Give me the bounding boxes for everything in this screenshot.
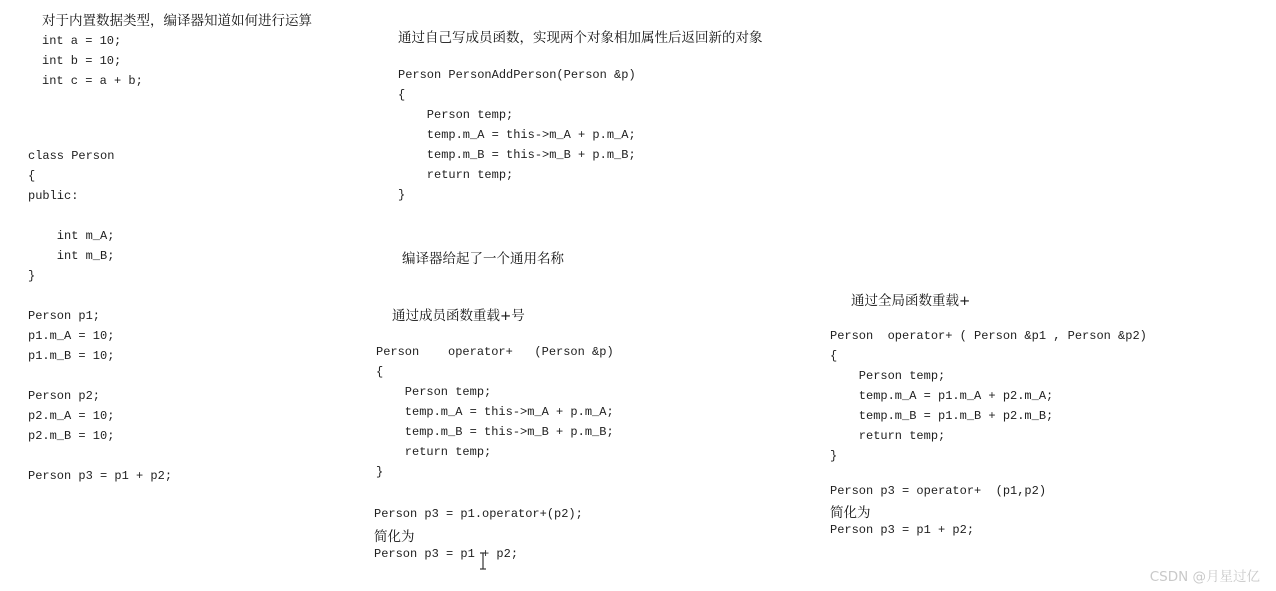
global-overload-heading: 通过全局函数重载+ [851,293,971,309]
member-operator-plus-code: Person operator+ (Person &p) { Person temp; temp.m_A = this->m_A + p.m_A; temp.m_B = this->m_B + p.m_B; return temp; } [376,345,614,479]
global-call-full: Person p3 = operator+ (p1,p2) [830,484,1047,498]
builtin-types-heading: 对于内置数据类型，编译器知道如何进行运算 [42,13,312,29]
member-function-heading: 通过自己写成员函数，实现两个对象相加属性后返回新的对象 [398,30,763,46]
global-operator-plus-code: Person operator+ ( Person &p1 , Person &p2) { Person temp; temp.m_A = p1.m_A + p2.m_A; temp.m_B = p1.m_B + p2.m_B; return temp; } [830,329,1147,463]
person-class-code: class Person { public: int m_A; int m_B; } Person p1; p1.m_A = 10; p1.m_B = 10; Person p2; p2.m_A = 10; p2.m_B = 10; Person p3 = p1 + p2; [28,149,173,483]
global-call-short: Person p3 = p1 + p2; [830,523,975,537]
builtin-types-code: int a = 10; int b = 10; int c = a + b; [42,34,143,88]
person-add-person-code: Person PersonAddPerson(Person &p) { Person temp; temp.m_A = this->m_A + p.m_A; temp.m_B = this->m_B + p.m_B; return temp; } [398,68,636,202]
watermark: CSDN @月星过亿 [1149,569,1260,585]
generic-name-note: 编译器给起了一个通用名称 [402,251,564,267]
member-call-full: Person p3 = p1.operator+(p2); [374,507,583,521]
text-cursor-icon [478,551,488,571]
member-call-short: Person p3 = p1 + p2; [374,547,519,561]
member-overload-heading: 通过成员函数重载+号 [392,308,525,324]
simplify-label: 简化为 [830,505,871,521]
simplify-label: 简化为 [374,529,415,545]
